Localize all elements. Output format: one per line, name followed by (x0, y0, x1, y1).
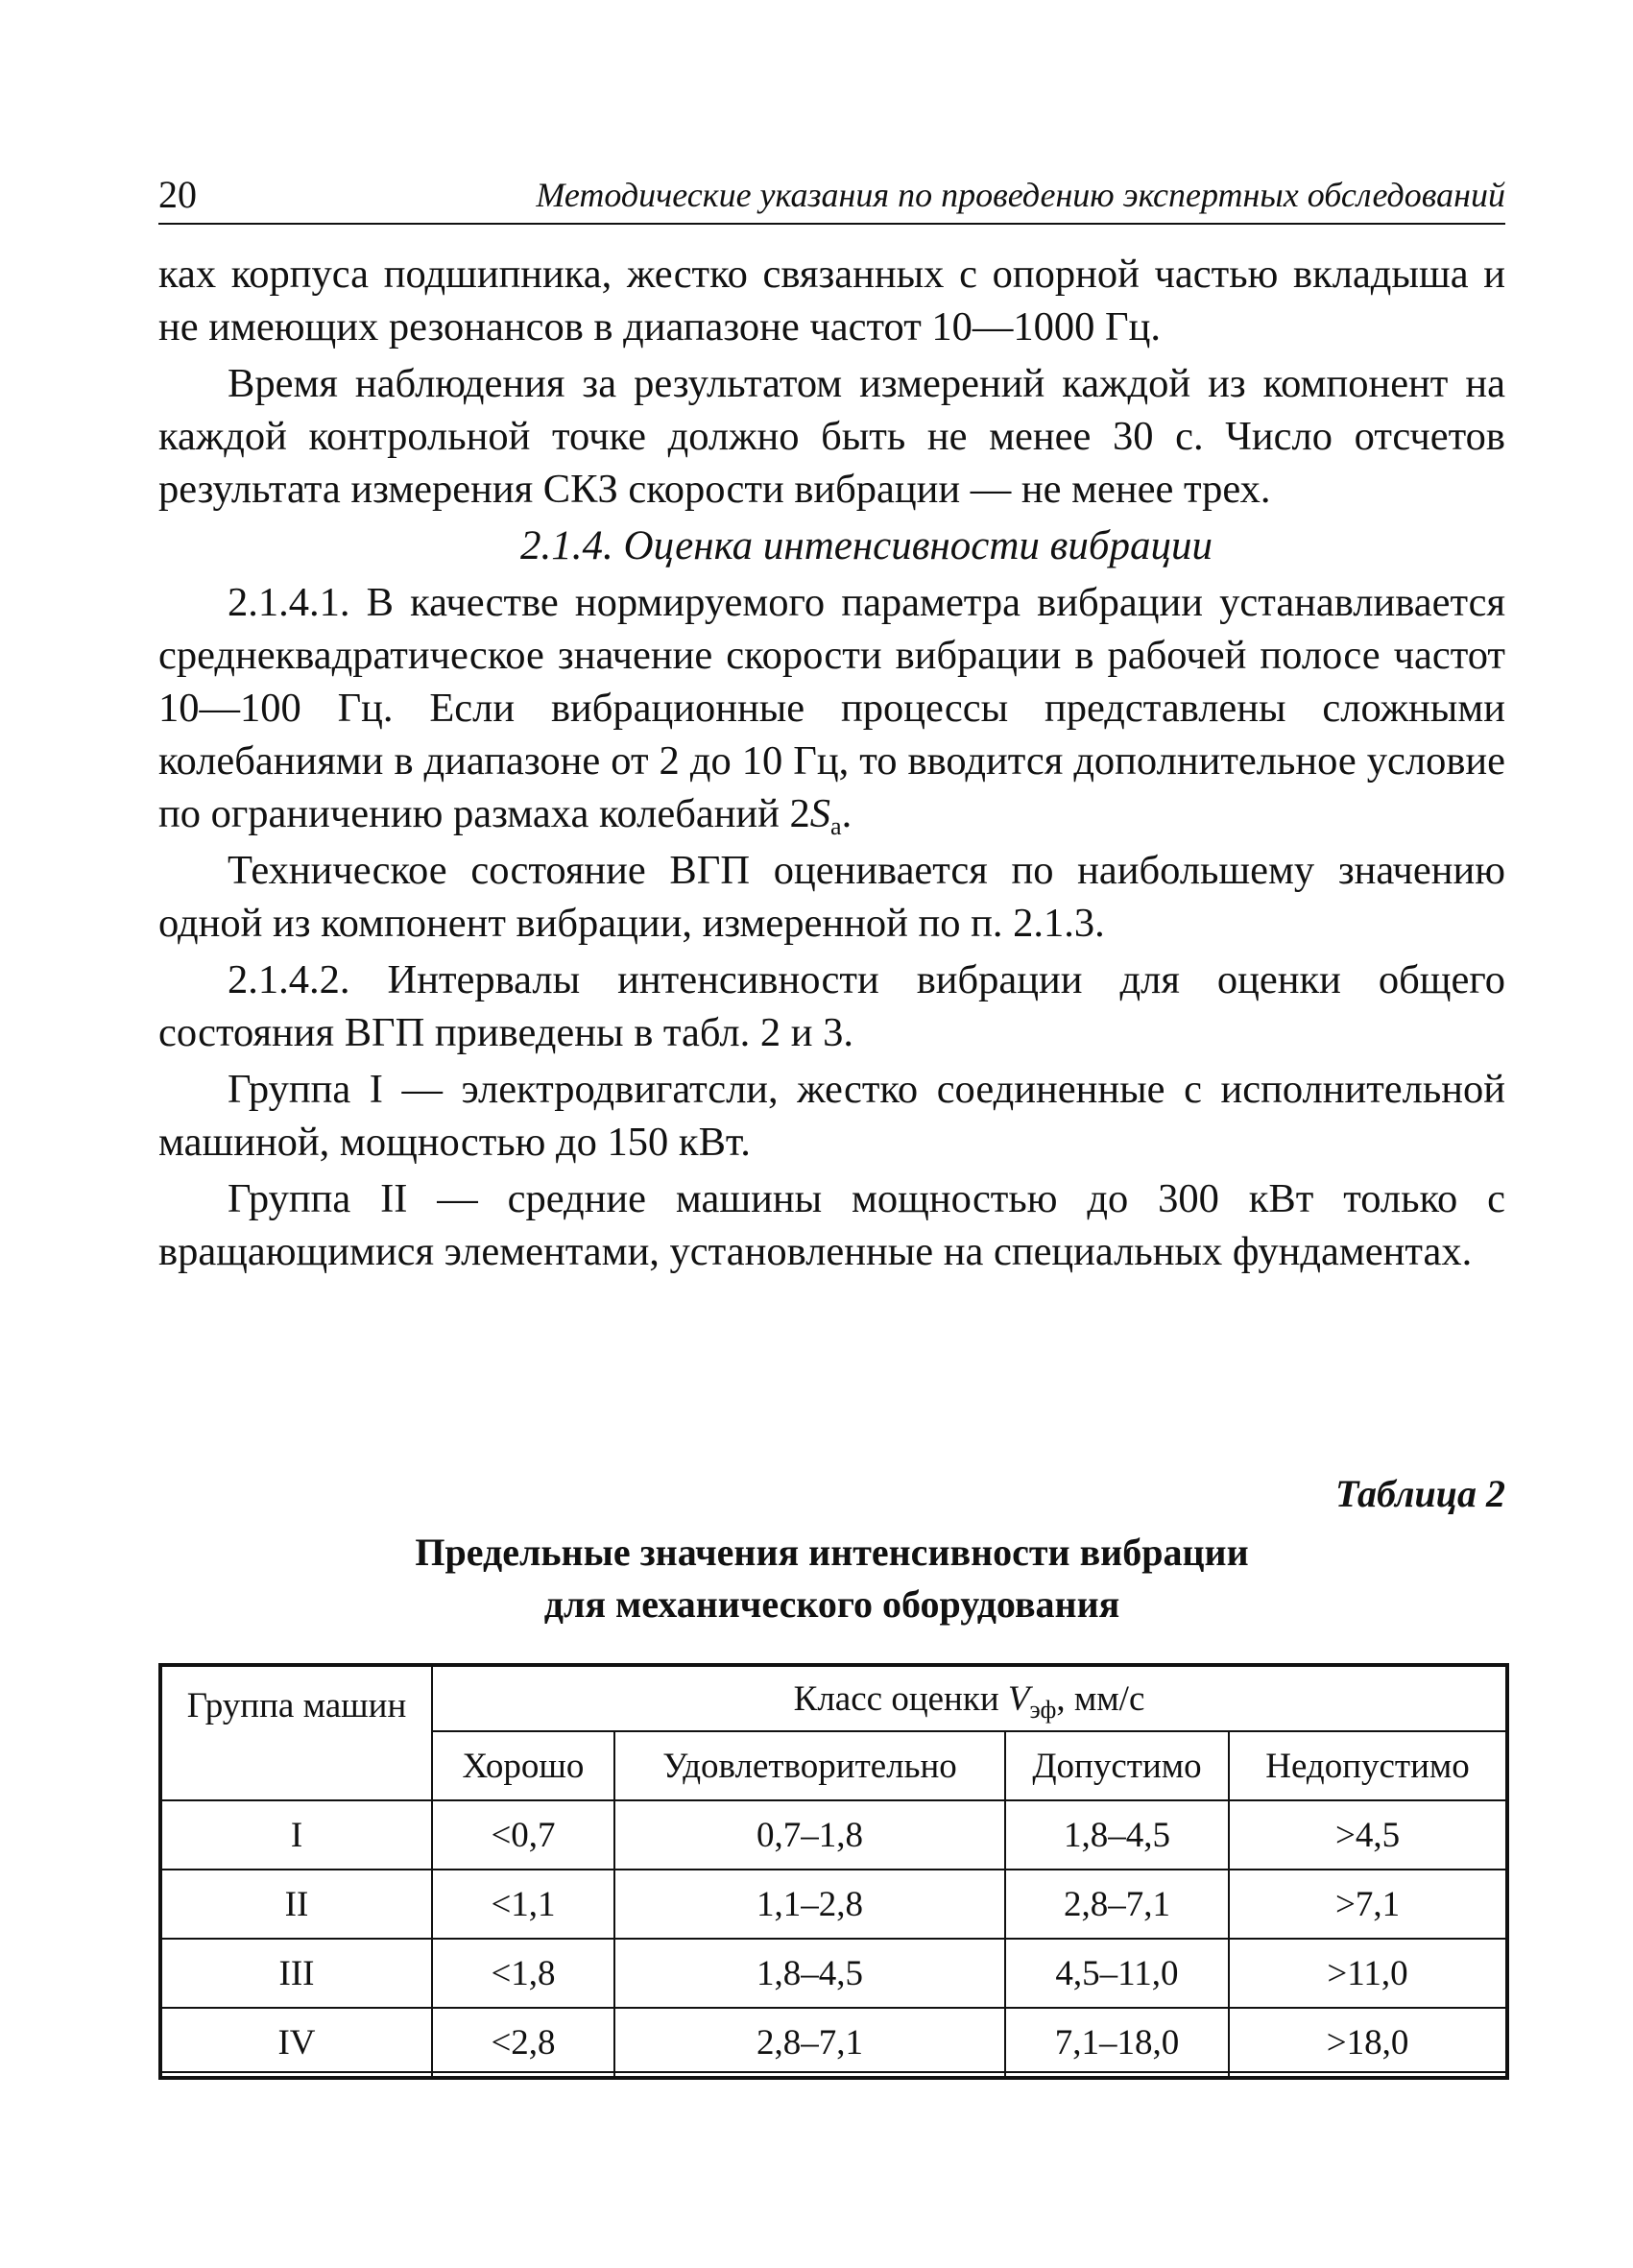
table-cell: >18,0 (1229, 2008, 1507, 2078)
table-row (160, 1800, 1507, 1870)
paragraph-2-1-4-1-text: 2.1.4.1. В качестве нормируемого параметра вибрации устанавливается среднеквадратическое значение скорости вибрации в рабочей полосе частот 10—100 Гц. Если вибрационные процессы представлены сложными колебаниями в диапазоне от 2 до 10 Гц, то вводится дополнительное условие по ограничению размаха колебаний 2 (158, 580, 1505, 836)
table-cell: IV (160, 2008, 432, 2078)
table-cell: <0,7 (432, 1800, 614, 1870)
table-cell: >7,1 (1229, 1870, 1507, 1939)
amplitude-subscript: а (830, 812, 842, 840)
table-cell: II (160, 1870, 432, 1939)
table-cell: 1,8–4,5 (614, 1939, 1005, 2008)
table-cell: 4,5–11,0 (1005, 1939, 1229, 2008)
page-number: 20 (158, 173, 197, 216)
paragraph-2-1-4-1-end: . (841, 791, 853, 836)
table-title (158, 1527, 1505, 1630)
paragraph-2-1-4-2: 2.1.4.2. Интервалы интенсивности вибрации для оценки общего состояния ВГП приведены в табл. 2 и 3. (158, 957, 1505, 1055)
paragraph-group-1: Группа I — электродвигатсли, жестко соединенные с исполнительной машиной, мощностью до 150 кВт. (158, 1067, 1505, 1165)
paragraph-2-1-4-1 (158, 576, 1505, 840)
page-header (158, 173, 1505, 225)
table-row (160, 1870, 1507, 1939)
table-row (160, 2008, 1507, 2078)
table-cell: 2,8–7,1 (1005, 1870, 1229, 1939)
amplitude-symbol: S (809, 791, 831, 836)
vibration-limits-table (158, 1663, 1509, 2080)
table-cell: 0,7–1,8 (614, 1800, 1005, 1870)
group-column-header: Группа машин (160, 1665, 432, 1800)
class-header-unit: , мм/с (1056, 1678, 1145, 1719)
column-header: Хорошо (432, 1731, 614, 1800)
paragraph-technical-state: Техническое состояние ВГП оценивается по наибольшему значению одной из компонент вибрации, измеренной по п. 2.1.3. (158, 848, 1505, 946)
class-column-header (432, 1665, 1507, 1731)
table-cell: 1,1–2,8 (614, 1870, 1005, 1939)
column-header: Допустимо (1005, 1731, 1229, 1800)
table-header-row-1 (160, 1665, 1507, 1731)
paragraph-observation-time: Время наблюдения за результатом измерений каждой из компонент на каждой контрольной точке должно быть не менее 30 с. Число отсчетов результата измерения СКЗ скорости вибрации — не менее трех. (158, 361, 1505, 512)
table-cell: III (160, 1939, 432, 2008)
running-title: Методические указания по проведению экспертных обследований (536, 176, 1505, 214)
column-header: Недопустимо (1229, 1731, 1507, 1800)
paragraph-continuation: ках корпуса подшипника, жестко связанных с опорной частью вкладыша и не имеющих резонансов в диапазоне частот 10—1000 Гц. (158, 252, 1505, 350)
bottom-divider (158, 2071, 1505, 2073)
table-label: Таблица 2 (1335, 1472, 1505, 1515)
table-cell: 1,8–4,5 (1005, 1800, 1229, 1870)
table-cell: <2,8 (432, 2008, 614, 2078)
table-cell: >11,0 (1229, 1939, 1507, 2008)
body-text (158, 248, 1505, 1282)
column-header: Удовлетворительно (614, 1731, 1005, 1800)
velocity-subscript: эф (1029, 1695, 1057, 1724)
table-cell: 2,8–7,1 (614, 2008, 1005, 2078)
paragraph-group-2: Группа II — средние машины мощностью до 300 кВт только с вращающимися элементами, установленные на специальных фундаментах. (158, 1176, 1505, 1274)
table-cell: 7,1–18,0 (1005, 2008, 1229, 2078)
table-title-line-1: Предельные значения интенсивности вибрации (415, 1531, 1249, 1574)
table-cell: <1,1 (432, 1870, 614, 1939)
table-cell: I (160, 1800, 432, 1870)
section-subheading: 2.1.4. Оценка интенсивности вибрации (520, 523, 1213, 568)
table-row (160, 1939, 1507, 2008)
table-cell: >4,5 (1229, 1800, 1507, 1870)
velocity-symbol: V (1007, 1678, 1030, 1719)
table-cell: <1,8 (432, 1939, 614, 2008)
table-title-line-2: для механического оборудования (543, 1582, 1120, 1626)
class-header-prefix: Класс оценки (793, 1678, 1008, 1719)
